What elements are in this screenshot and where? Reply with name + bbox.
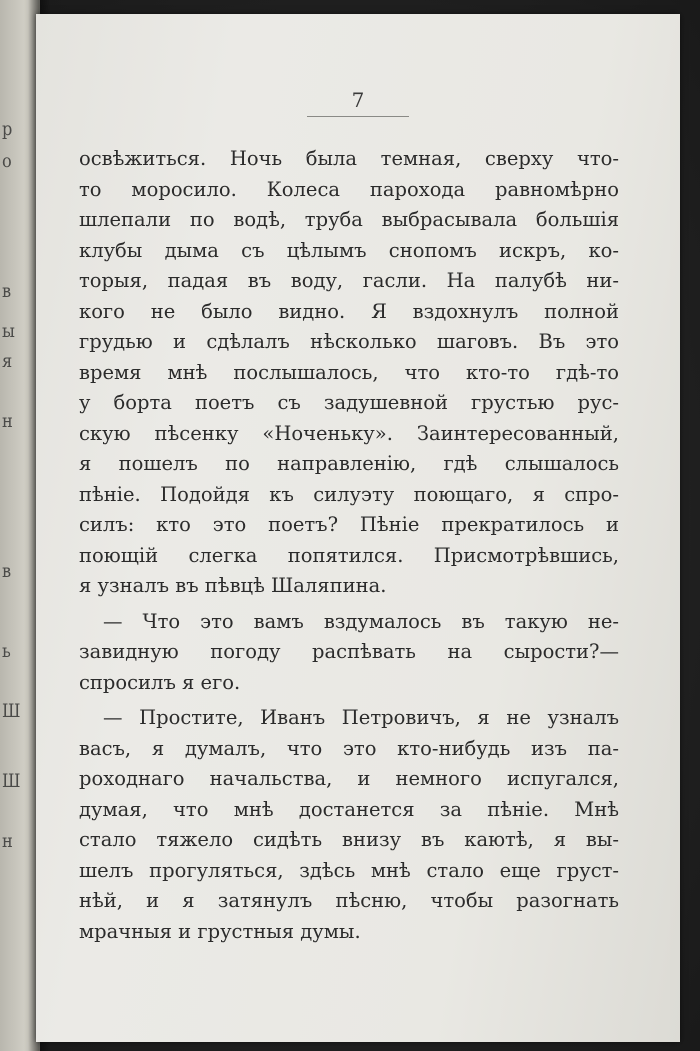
paragraph — [79, 703, 619, 947]
text-line: клубы дыма съ цѣлымъ снопомъ искръ, ко- — [79, 238, 619, 262]
text-line: время мнѣ послышалось, что кто-то гдѣ-то — [79, 360, 619, 384]
text-line: васъ, я думалъ, что это кто-нибудь изъ па- — [79, 736, 619, 760]
facing-page-fragment: я — [2, 350, 13, 372]
text-line: торыя, падая въ воду, гасли. На палубѣ ни- — [79, 269, 619, 292]
text-line: нѣй, и я затянулъ пѣсню, чтобы разогнать — [79, 889, 619, 912]
paragraph — [79, 144, 619, 602]
text-line: мрачныя и грустныя думы. — [79, 919, 361, 943]
facing-page-fragment: н — [2, 830, 13, 852]
facing-page-fragment: в — [2, 280, 12, 302]
facing-page-fragment: Ш — [2, 700, 21, 722]
text-line: думая, что мнѣ достанется за пѣніе. Мнѣ — [79, 797, 619, 821]
book-page — [36, 14, 680, 1042]
page-number-rule — [307, 116, 409, 117]
text-line: я пошелъ по направленію, гдѣ слышалось — [79, 452, 619, 475]
text-line: у борта поетъ съ задушевной грустью рус- — [79, 391, 619, 414]
text-line: стало тяжело сидѣть внизу въ каютѣ, я вы- — [79, 828, 619, 851]
text-line: шелъ прогуляться, здѣсь мнѣ стало еще груст- — [79, 858, 619, 882]
text-line: — Простите, Иванъ Петровичъ, я не узналъ — [103, 706, 619, 729]
text-line: — Что это вамъ вздумалось въ такую не- — [103, 609, 619, 633]
text-line: то моросило. Колеса парохода равномѣрно — [79, 177, 619, 201]
page-number: 7 — [351, 88, 365, 112]
facing-page-fragment: р — [2, 118, 13, 140]
text-line: шлепали по водѣ, труба выбрасывала большія — [79, 208, 619, 231]
facing-page-fragment: Ш — [2, 770, 21, 792]
paragraph — [79, 607, 619, 699]
facing-page-fragment: о — [2, 150, 12, 172]
body-text — [79, 144, 619, 947]
facing-page-fragment: н — [2, 410, 13, 432]
text-line: роходнаго начальства, и немного испугался, — [79, 767, 619, 790]
text-line: скую пѣсенку «Ноченьку». Заинтересованный, — [79, 421, 619, 445]
facing-page-fragment: ы — [2, 320, 15, 342]
text-line: завидную погоду распѣвать на сырости?— — [79, 640, 619, 663]
text-line: пѣніе. Подойдя къ силуэту поющаго, я спро- — [79, 482, 619, 506]
text-line: кого не было видно. Я вздохнулъ полной — [79, 299, 619, 323]
text-line: спросилъ я его. — [79, 670, 241, 694]
text-line: я узналъ въ пѣвцѣ Шаляпина. — [79, 574, 387, 597]
text-line: силъ: кто это поетъ? Пѣніе прекратилось и — [79, 513, 619, 536]
facing-page-fragment: ь — [2, 640, 11, 662]
text-line: грудью и сдѣлалъ нѣсколько шаговъ. Въ это — [79, 330, 619, 353]
text-line: поющій слегка попятился. Присмотрѣвшись, — [79, 543, 619, 567]
facing-page-fragment: в — [2, 560, 12, 582]
text-line: освѣжиться. Ночь была темная, сверху что- — [79, 147, 619, 170]
